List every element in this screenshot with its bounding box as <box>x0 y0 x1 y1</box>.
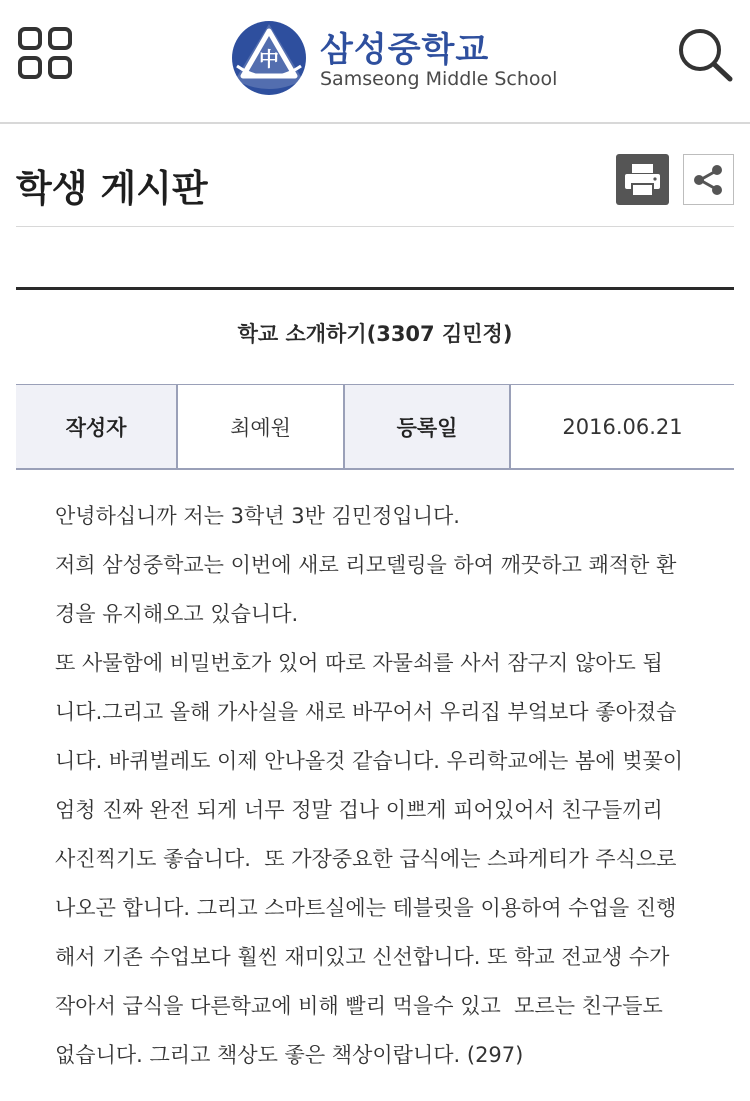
menu-button[interactable] <box>18 27 72 79</box>
content-line: 없습니다. 그리고 책상도 좋은 책상이랍니다. (297) <box>55 1043 524 1067</box>
print-button[interactable] <box>616 154 669 205</box>
post-top-border <box>16 287 734 290</box>
page-title: 학생 게시판 <box>16 167 208 210</box>
logo-english-name: Samseong Middle School <box>320 68 558 90</box>
search-button[interactable] <box>676 26 734 82</box>
content-line: 니다.그리고 올해 가사실을 새로 바꾸어서 우리집 부엌보다 좋아졌습 <box>55 700 677 724</box>
search-icon <box>676 26 734 82</box>
post-meta-table <box>16 384 734 470</box>
content-line: 니다. 바퀴벌레도 이제 안나올것 같습니다. 우리학교에는 봄에 벚꽃이 <box>55 749 684 773</box>
emblem-char: 中 <box>259 47 279 71</box>
share-button[interactable] <box>683 154 734 205</box>
post-title: 학교 소개하기(3307 김민정) <box>237 322 513 346</box>
content-line: 작아서 급식을 다른학교에 비해 빨리 먹을수 있고 모르는 친구들도 <box>55 994 663 1018</box>
content-line: 사진찍기도 좋습니다. 또 가장중요한 급식에는 스파게티가 주식으로 <box>55 847 677 871</box>
author-value: 최예원 <box>178 385 345 468</box>
content-line: 경을 유지해오고 있습니다. <box>55 602 299 626</box>
content-line: 해서 기존 수업보다 훨씬 재미있고 신선합니다. 또 학교 전교생 수가 <box>55 945 670 969</box>
printer-icon <box>616 154 669 205</box>
author-label: 작성자 <box>16 385 178 468</box>
date-label: 등록일 <box>345 385 511 468</box>
school-emblem-icon <box>227 18 311 98</box>
grid-menu-icon <box>18 27 72 79</box>
content-line: 안녕하십니까 저는 3학년 3반 김민정입니다. <box>55 504 460 528</box>
content-line: 나오곤 합니다. 그리고 스마트실에는 테블릿을 이용하여 수업을 진행 <box>55 896 677 920</box>
share-icon <box>684 155 733 204</box>
post-content <box>55 500 715 1088</box>
school-logo[interactable] <box>227 18 558 98</box>
date-value: 2016.06.21 <box>511 385 734 468</box>
site-header <box>0 0 750 124</box>
content-line: 엄청 진짜 완전 되게 너무 정말 겁나 이쁘게 피어있어서 친구들끼리 <box>55 798 663 822</box>
title-divider <box>16 226 734 227</box>
logo-korean-name: 삼성중학교 <box>320 30 490 70</box>
content-line: 저희 삼성중학교는 이번에 새로 리모델링을 하여 깨끗하고 쾌적한 환 <box>55 553 677 577</box>
content-line: 또 사물함에 비밀번호가 있어 따로 자물쇠를 사서 잠구지 않아도 됩 <box>55 651 663 675</box>
